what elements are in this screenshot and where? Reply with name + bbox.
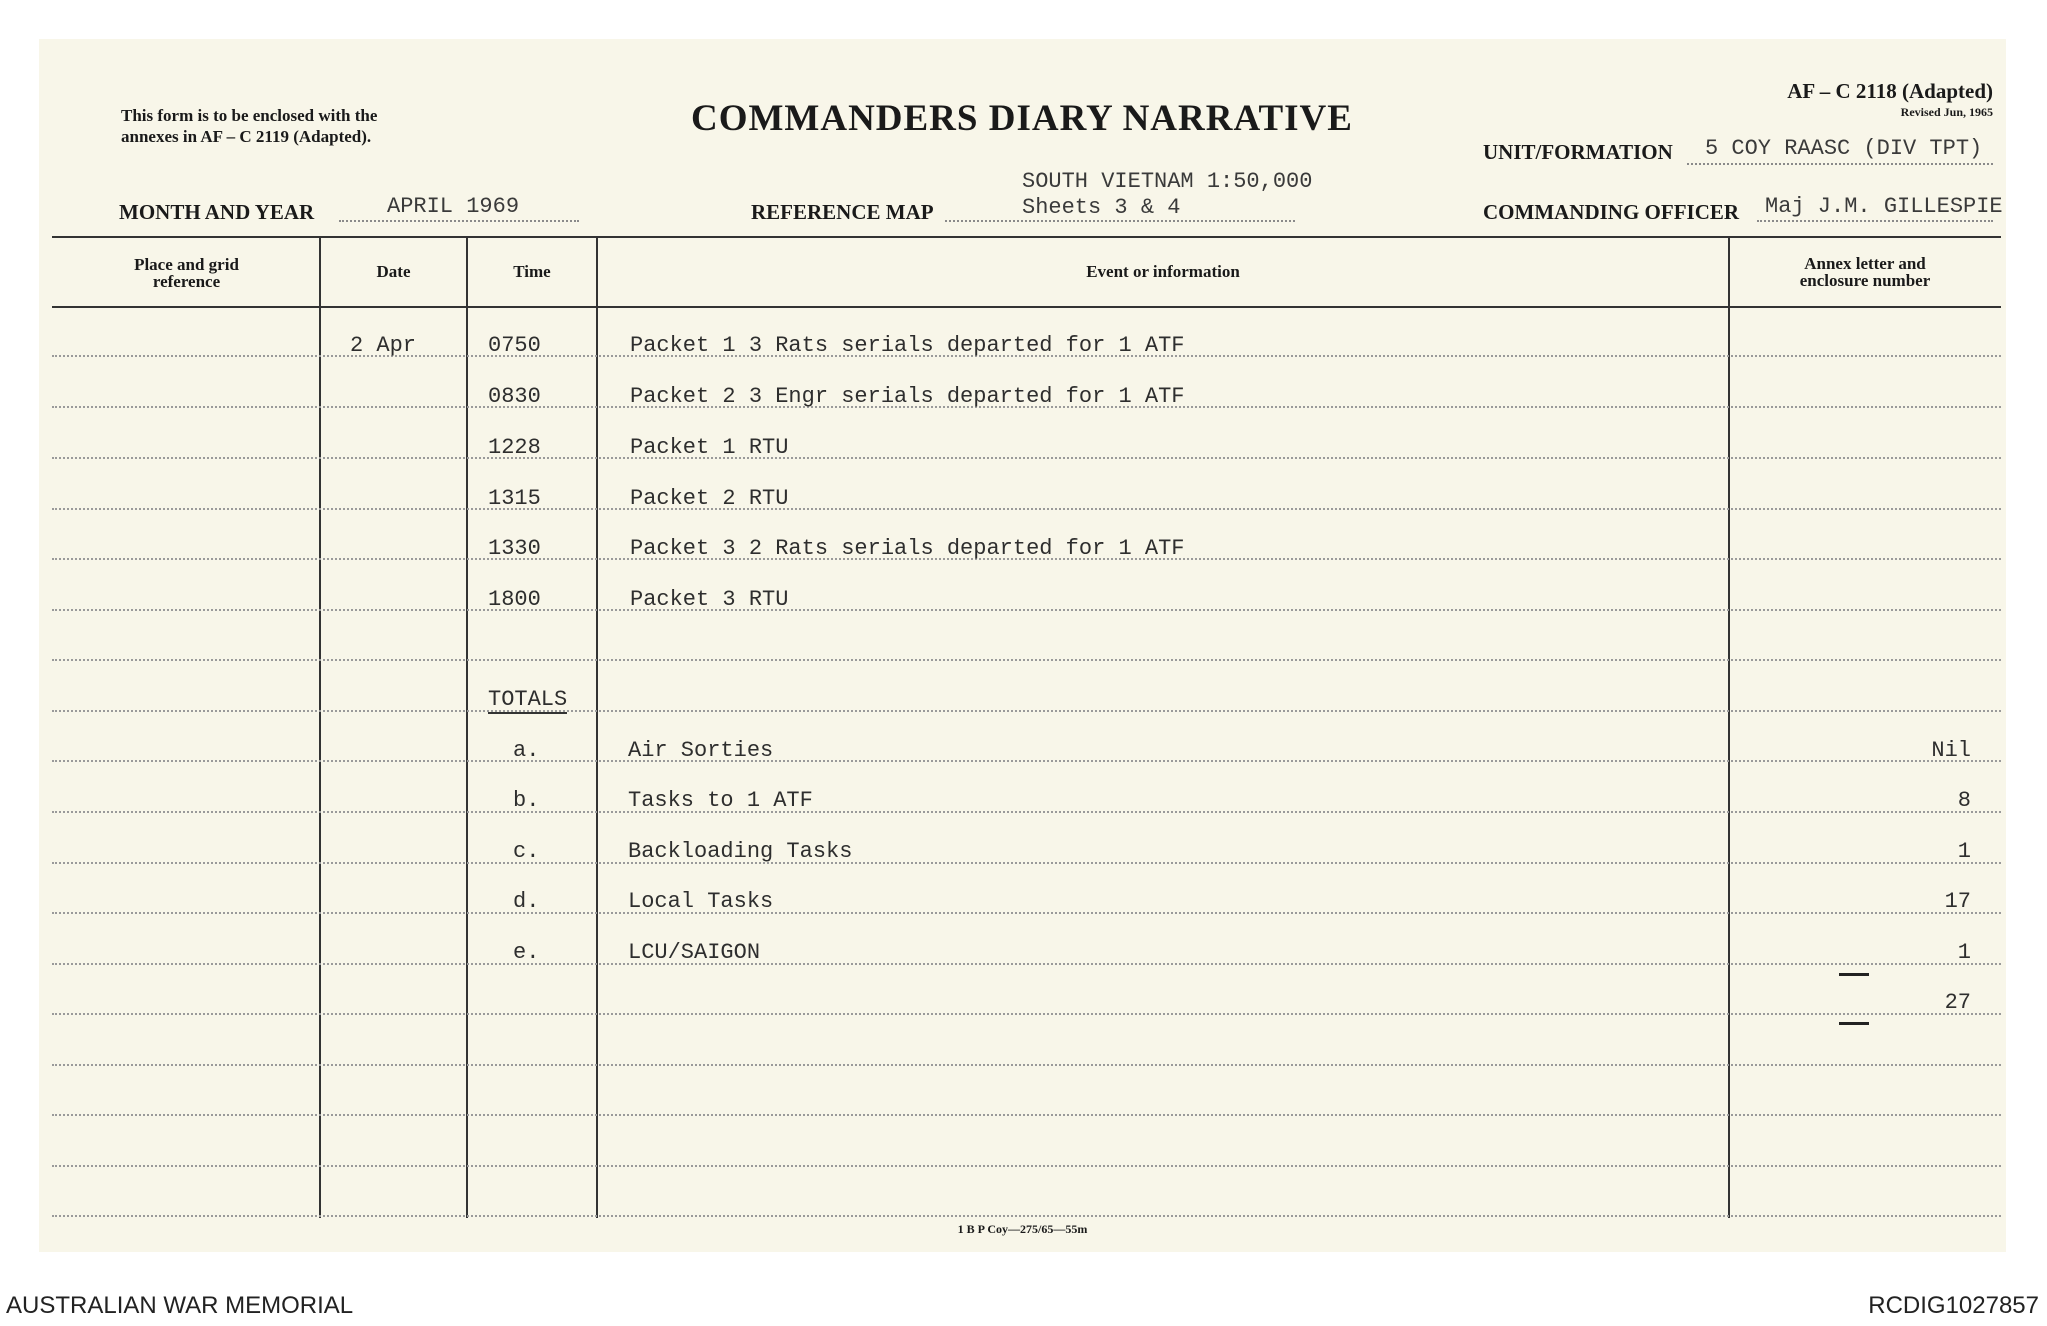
table-header-border — [52, 306, 2001, 308]
row-ruling — [52, 710, 2001, 712]
column-header-time: Time — [513, 262, 551, 281]
column-divider-event — [596, 236, 598, 1218]
row-ruling — [52, 659, 2001, 661]
entry-event: Packet 3 2 Rats serials departed for 1 ATF — [630, 536, 1185, 561]
totals-item-label: Tasks to 1 ATF — [628, 788, 813, 813]
table-top-border — [52, 236, 2001, 238]
print-code: 1 B P Coy—275/65—55m — [957, 1222, 1088, 1236]
month-year-line — [339, 220, 579, 222]
commanding-officer-label: COMMANDING OFFICER — [1483, 200, 1740, 224]
reference-map-value-2: Sheets 3 & 4 — [1022, 195, 1181, 220]
archive-name: AUSTRALIAN WAR MEMORIAL — [6, 1292, 354, 1319]
row-ruling — [52, 457, 2001, 459]
totals-item-letter: e. — [513, 940, 540, 965]
totals-item-letter: a. — [513, 738, 540, 763]
month-year-label: MONTH AND YEAR — [119, 200, 315, 224]
row-ruling — [52, 811, 2001, 813]
totals-item-letter: c. — [513, 839, 540, 864]
row-ruling — [52, 1064, 2001, 1066]
totals-item-letter: b. — [513, 788, 540, 813]
commanding-officer-value: Maj J.M. GILLESPIE — [1765, 194, 2003, 219]
commanding-officer-line — [1757, 220, 1993, 222]
totals-item-label: Air Sorties — [628, 738, 774, 763]
entry-time: 1330 — [488, 536, 541, 561]
entry-date: 2 Apr — [350, 333, 417, 358]
column-header-annex: Annex letter and enclosure number — [1799, 254, 1931, 290]
unit-formation-line — [1687, 163, 1993, 165]
totals-item-value: 1 — [1957, 839, 1971, 864]
column-divider-annex — [1728, 236, 1730, 1218]
row-ruling — [52, 1165, 2001, 1167]
form-sheet — [39, 39, 2006, 1252]
column-divider-date — [319, 236, 321, 1218]
totals-item-letter: d. — [513, 889, 540, 914]
row-ruling — [52, 912, 2001, 914]
entry-event: Packet 2 RTU — [630, 486, 789, 511]
column-divider-time — [466, 236, 468, 1218]
totals-item-value: 17 — [1944, 889, 1971, 914]
unit-formation-value: 5 COY RAASC (DIV TPT) — [1705, 136, 1983, 161]
entry-time: 1315 — [488, 486, 541, 511]
sum-rule-below — [1839, 1022, 1869, 1025]
row-ruling — [52, 1013, 2001, 1015]
row-ruling — [52, 862, 2001, 864]
totals-item-value: 1 — [1957, 940, 1971, 965]
column-header-date: Date — [376, 262, 411, 281]
entry-event: Packet 1 3 Rats serials departed for 1 ATF — [630, 333, 1185, 358]
row-ruling — [52, 1114, 2001, 1116]
enclosure-note-line-1: This form is to be enclosed with the — [121, 106, 378, 125]
row-ruling — [52, 760, 2001, 762]
row-ruling — [52, 508, 2001, 510]
reference-map-label: REFERENCE MAP — [751, 200, 934, 224]
column-header-event: Event or information — [1086, 262, 1240, 281]
revised-date: Revised Jun, 1965 — [1900, 105, 1993, 119]
entry-event: Packet 2 3 Engr serials departed for 1 ATF — [630, 384, 1185, 409]
entry-event: Packet 1 RTU — [630, 435, 789, 460]
month-year-value: APRIL 1969 — [387, 194, 520, 219]
row-ruling — [52, 609, 2001, 611]
unit-formation-label: UNIT/FORMATION — [1483, 140, 1673, 164]
totals-item-label: Backloading Tasks — [628, 839, 853, 864]
reference-map-value-1: SOUTH VIETNAM 1:50,000 — [1022, 169, 1313, 194]
totals-item-value: 8 — [1957, 788, 1971, 813]
sum-rule-above — [1839, 973, 1869, 976]
reference-map-line — [945, 220, 1295, 222]
totals-item-label: LCU/SAIGON — [628, 940, 761, 965]
totals-item-label: Local Tasks — [628, 889, 774, 914]
entry-time: 0830 — [488, 384, 541, 409]
entry-event: Packet 3 RTU — [630, 587, 789, 612]
totals-heading: TOTALS — [488, 687, 568, 712]
archive-reference: RCDIG1027857 — [1868, 1292, 2039, 1319]
entry-time: 0750 — [488, 333, 541, 358]
entry-time: 1228 — [488, 435, 541, 460]
form-title: COMMANDERS DIARY NARRATIVE — [691, 98, 1353, 139]
totals-item-value: Nil — [1931, 738, 1971, 763]
row-ruling — [52, 1215, 2001, 1217]
row-ruling — [52, 963, 2001, 965]
enclosure-note-line-2: annexes in AF – C 2119 (Adapted). — [121, 127, 372, 146]
entry-time: 1800 — [488, 587, 541, 612]
column-header-place: Place and grid reference — [134, 255, 239, 291]
form-number: AF – C 2118 (Adapted) — [1787, 79, 1993, 103]
totals-sum: 27 — [1944, 990, 1971, 1015]
